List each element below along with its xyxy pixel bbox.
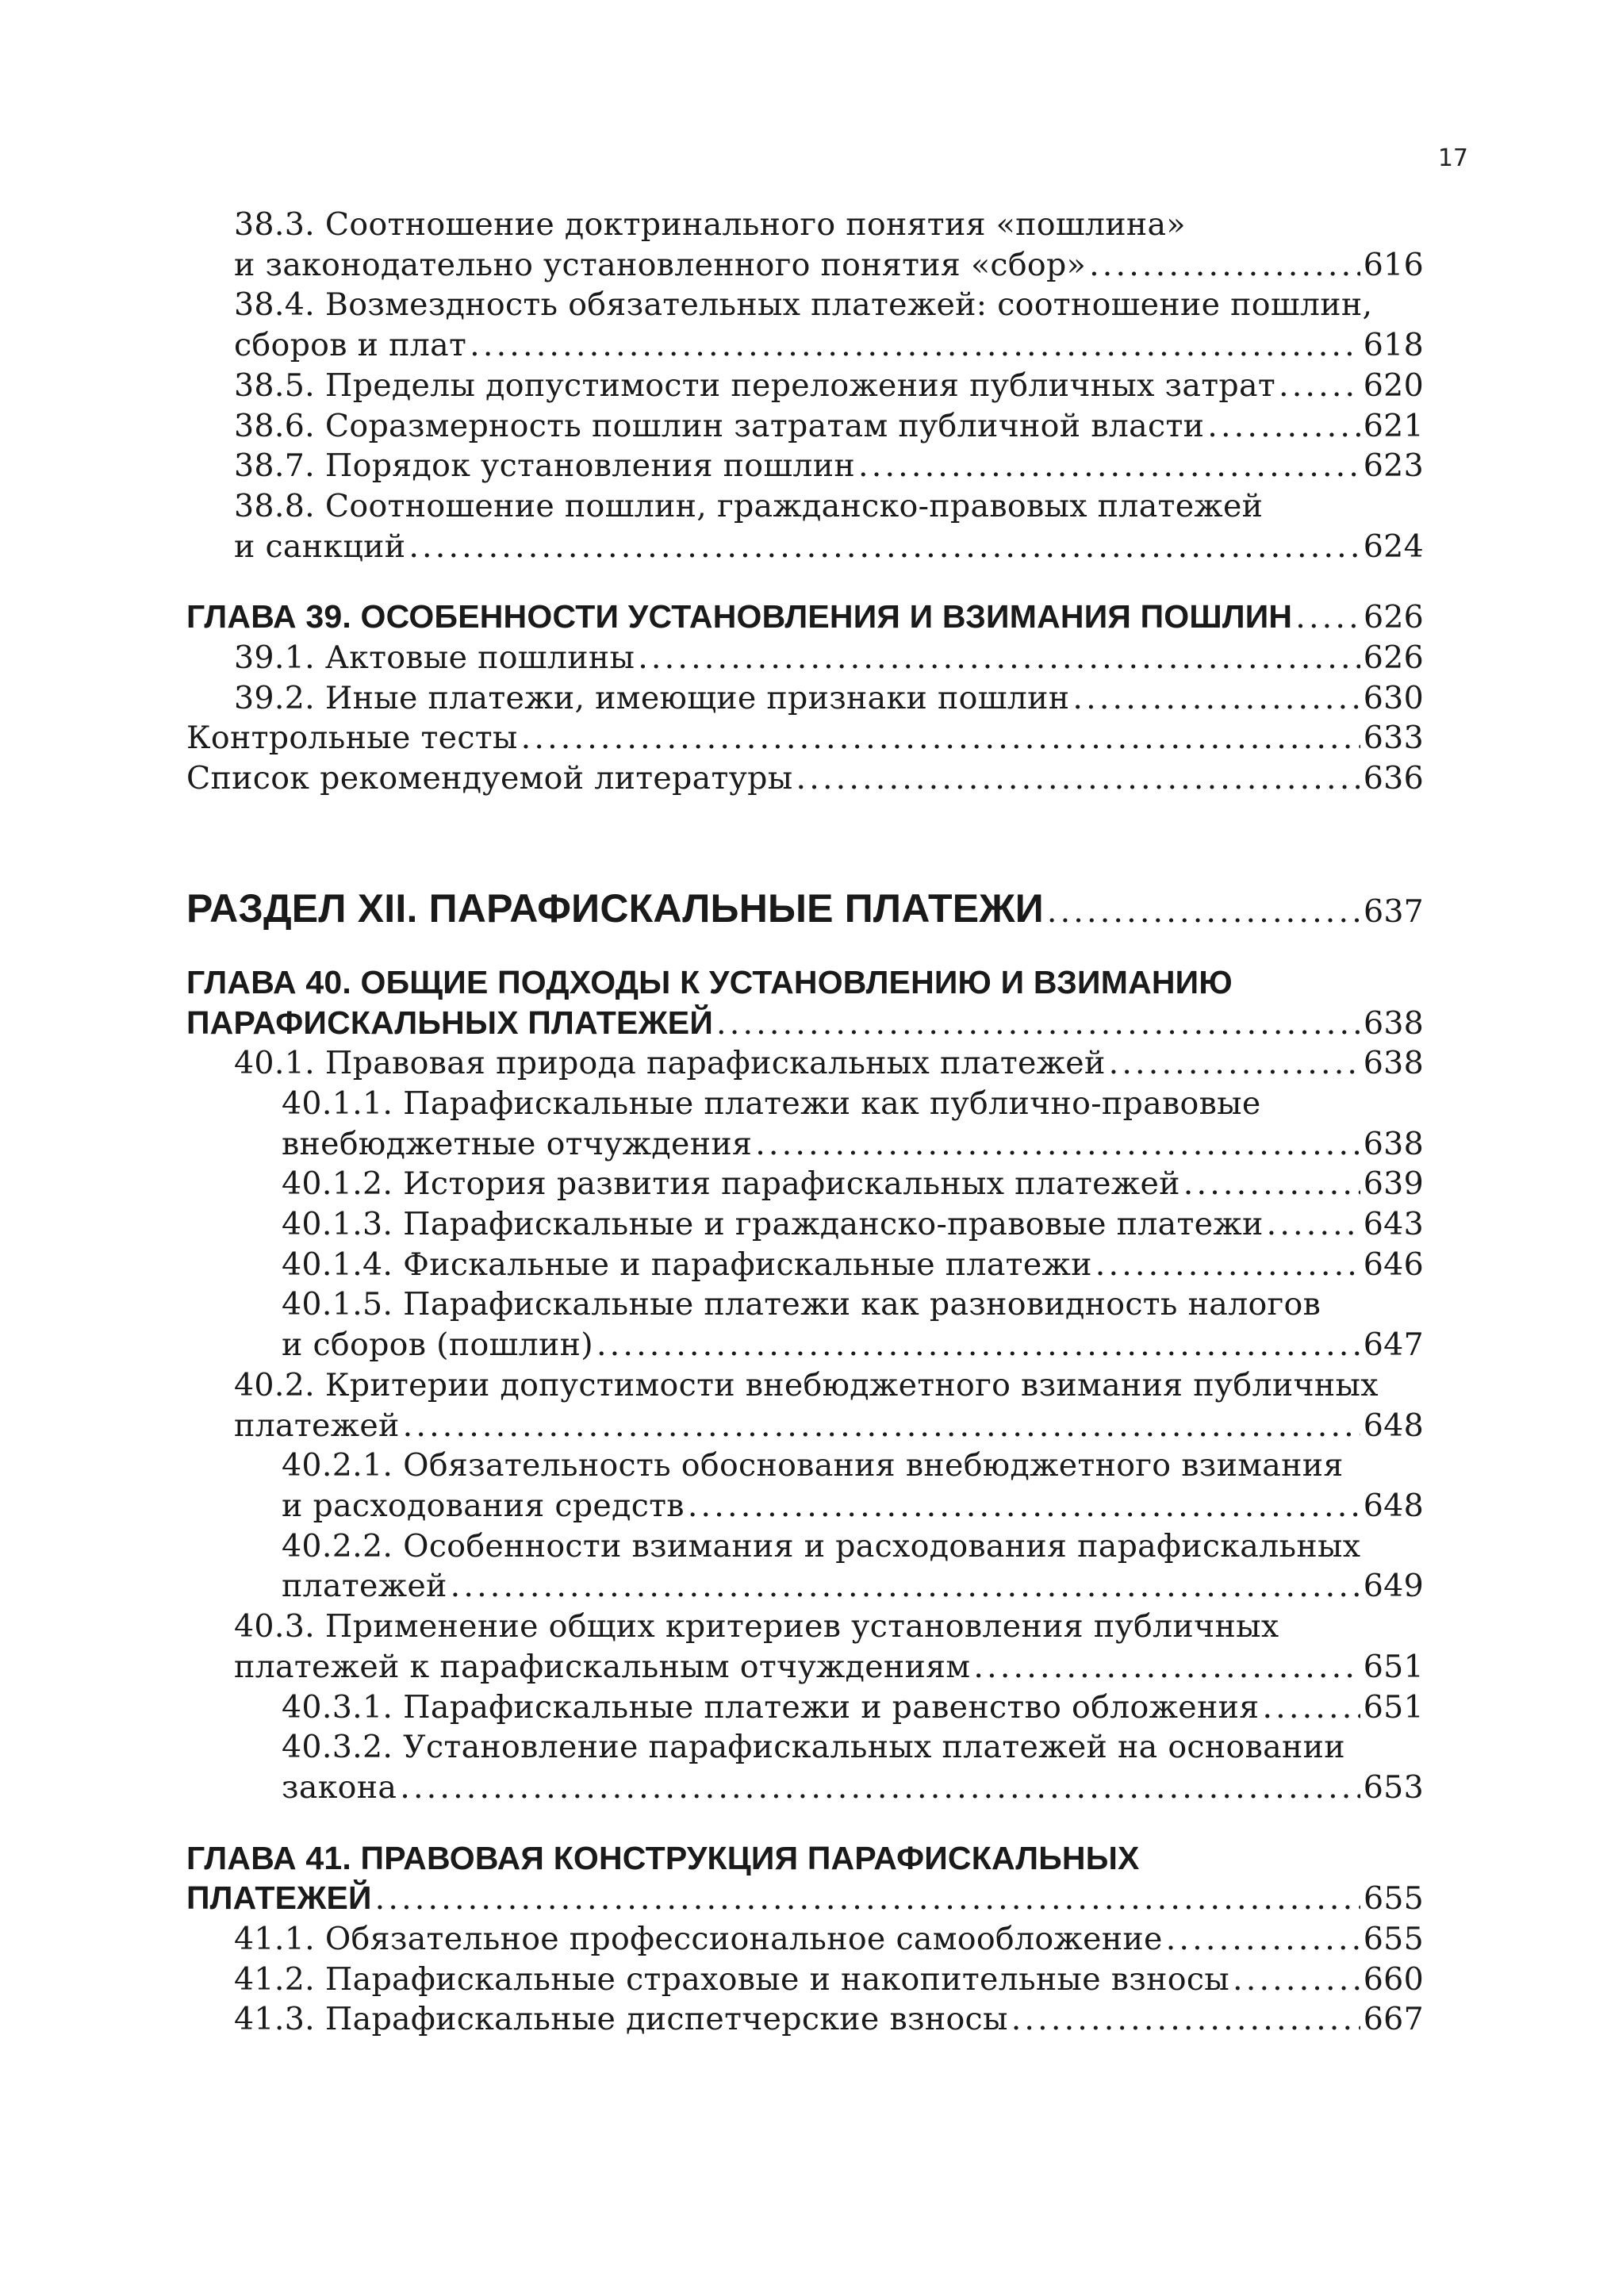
toc-entry-title: 41.3. Парафискальные диспетчерские взносы bbox=[234, 2001, 1008, 2038]
toc-page-number: 648 bbox=[1363, 1407, 1424, 1444]
toc-page-number: 660 bbox=[1363, 1960, 1424, 1998]
toc-entry-title: сборов и плат bbox=[234, 327, 467, 364]
toc-entry[interactable] bbox=[186, 678, 1424, 719]
toc-entry-title: 40.3.1. Парафискальные платежи и равенство обложения bbox=[282, 1688, 1260, 1726]
dot-leader bbox=[1166, 1919, 1360, 1960]
toc-entry-title: и санкций bbox=[234, 528, 406, 565]
dot-leader bbox=[1095, 1245, 1360, 1285]
toc-entry[interactable] bbox=[186, 1084, 1424, 1164]
toc-entry[interactable] bbox=[186, 406, 1424, 447]
dot-leader bbox=[638, 638, 1360, 678]
toc-entry[interactable] bbox=[186, 366, 1424, 406]
toc-spacer bbox=[186, 799, 1424, 885]
dot-leader bbox=[716, 1004, 1360, 1044]
toc-entry[interactable] bbox=[186, 1727, 1424, 1807]
toc-entry[interactable] bbox=[186, 285, 1424, 365]
toc-page-number: 655 bbox=[1363, 1921, 1424, 1958]
dot-leader bbox=[1089, 245, 1360, 286]
toc-page-number: 646 bbox=[1363, 1246, 1424, 1283]
toc-entry-title-line: ГЛАВА 40. ОБЩИЕ ПОДХОДЫ К УСТАНОВЛЕНИЮ И ВЗИМАНИЮ bbox=[186, 963, 1233, 1000]
toc-page-number: 638 bbox=[1363, 1125, 1424, 1162]
dot-leader bbox=[409, 527, 1360, 567]
toc-entry-title: платежей bbox=[282, 1568, 447, 1605]
toc-page-number: 638 bbox=[1364, 1004, 1424, 1042]
toc-entry-title: 38.6. Соразмерность пошлин затратам публичной власти bbox=[234, 407, 1205, 444]
toc-entry[interactable] bbox=[186, 1999, 1424, 2040]
toc-entry-title: 39.1. Актовые пошлины bbox=[234, 639, 635, 677]
dot-leader bbox=[1011, 1999, 1360, 2040]
toc-page-number: 639 bbox=[1363, 1165, 1424, 1203]
toc-entry[interactable] bbox=[186, 1043, 1424, 1084]
toc-page-number: 653 bbox=[1363, 1768, 1424, 1806]
toc-page-number: 651 bbox=[1363, 1648, 1424, 1685]
toc-entry-title: 40.1.4. Фискальные и парафискальные платежи bbox=[282, 1246, 1092, 1283]
toc-entry[interactable] bbox=[186, 1526, 1424, 1607]
toc-entry-title: 41.2. Парафискальные страховые и накопительные взносы bbox=[234, 1960, 1230, 1998]
dot-leader bbox=[1267, 1204, 1360, 1245]
dot-leader bbox=[1183, 1164, 1360, 1204]
toc-entry[interactable] bbox=[186, 1284, 1424, 1365]
toc-entry-title: внебюджетные отчуждения bbox=[282, 1125, 753, 1162]
page-number: 17 bbox=[1437, 144, 1468, 172]
toc-entry[interactable] bbox=[186, 1607, 1424, 1687]
dot-leader bbox=[1047, 888, 1360, 935]
dot-leader bbox=[1279, 366, 1360, 406]
toc-entry[interactable] bbox=[186, 205, 1424, 285]
toc-entry-title: закона bbox=[282, 1768, 397, 1806]
toc-page-number: 620 bbox=[1363, 367, 1424, 404]
toc-entry-title-line: 40.1.5. Парафискальные платежи как разновидность налогов bbox=[282, 1286, 1321, 1323]
toc-entry-title: ПЛАТЕЖЕЙ bbox=[186, 1879, 372, 1917]
dot-leader bbox=[1295, 597, 1360, 638]
toc-spacer bbox=[186, 566, 1424, 597]
toc-entry[interactable] bbox=[186, 486, 1424, 566]
toc-page-number: 630 bbox=[1363, 679, 1424, 716]
toc-chapter-entry[interactable] bbox=[186, 1838, 1424, 1919]
dot-leader bbox=[596, 1325, 1360, 1365]
dot-leader bbox=[400, 1768, 1360, 1808]
toc-entry-title: 38.5. Пределы допустимости переложения публичных затрат bbox=[234, 367, 1275, 404]
toc-entry-title-line: 40.3. Применение общих критериев установления публичных bbox=[234, 1608, 1279, 1645]
toc-chapter-entry[interactable] bbox=[186, 962, 1424, 1043]
toc-entry-title-line: 40.1.1. Парафискальные платежи как публично-правовые bbox=[282, 1085, 1261, 1122]
toc-page-number: 616 bbox=[1363, 246, 1424, 283]
dot-leader bbox=[1262, 1687, 1360, 1728]
dot-leader bbox=[1207, 406, 1360, 447]
toc-page-number: 643 bbox=[1363, 1206, 1424, 1243]
dot-leader bbox=[1109, 1043, 1360, 1084]
toc-entry-title: 39.2. Иные платежи, имеющие признаки пошлин bbox=[234, 679, 1070, 716]
toc-entry[interactable] bbox=[186, 1245, 1424, 1285]
toc-entry-title-line: ГЛАВА 41. ПРАВОВАЯ КОНСТРУКЦИЯ ПАРАФИСКАЛЬНЫХ bbox=[186, 1839, 1140, 1876]
dot-leader bbox=[470, 325, 1360, 366]
toc-entry-title: ПАРАФИСКАЛЬНЫХ ПЛАТЕЖЕЙ bbox=[186, 1004, 714, 1041]
toc-entry-title-line: 38.4. Возмездность обязательных платежей: соотношение пошлин, bbox=[234, 286, 1373, 324]
toc-entry-title-line: 38.3. Соотношение доктринального понятия «пошлина» bbox=[234, 206, 1186, 243]
toc-entry-title: платежей bbox=[234, 1407, 400, 1444]
toc-entry[interactable] bbox=[186, 638, 1424, 678]
toc-entry-title: РАЗДЕЛ XII. ПАРАФИСКАЛЬНЫЕ ПЛАТЕЖИ bbox=[186, 885, 1044, 931]
toc-page-number: 621 bbox=[1363, 407, 1424, 444]
toc-entry[interactable] bbox=[186, 1960, 1424, 2000]
toc-entry-title: платежей к парафискальным отчуждениям bbox=[234, 1648, 971, 1685]
toc-page-number: 624 bbox=[1363, 528, 1424, 565]
toc-entry-title: и законодательно установленного понятия «сбор» bbox=[234, 246, 1087, 283]
toc-page-number: 633 bbox=[1363, 720, 1424, 757]
toc-entry-title: 41.1. Обязательное профессиональное самообложение bbox=[234, 1921, 1163, 1958]
toc-spacer bbox=[186, 1808, 1424, 1838]
toc-entry[interactable] bbox=[186, 446, 1424, 486]
toc-entry[interactable] bbox=[186, 1164, 1424, 1204]
toc-entry[interactable] bbox=[186, 1687, 1424, 1728]
toc-page-number: 651 bbox=[1363, 1688, 1424, 1726]
toc-entry-title: и сборов (пошлин) bbox=[282, 1327, 593, 1364]
dot-leader bbox=[1072, 678, 1360, 719]
dot-leader bbox=[403, 1406, 1360, 1446]
toc-page-number: 667 bbox=[1363, 2001, 1424, 2038]
toc-section-entry[interactable] bbox=[186, 885, 1424, 935]
toc-entry-title-line: 40.2. Критерии допустимости внебюджетного взимания публичных bbox=[234, 1366, 1379, 1403]
toc-entry[interactable] bbox=[186, 718, 1424, 758]
toc-page-number: 638 bbox=[1363, 1045, 1424, 1082]
toc-entry-title-line: 40.2.1. Обязательность обоснования внебюджетного взимания bbox=[282, 1447, 1344, 1484]
toc-page-number: 655 bbox=[1364, 1880, 1424, 1918]
dot-leader bbox=[521, 718, 1360, 758]
toc-entry[interactable] bbox=[186, 1365, 1424, 1446]
toc-entry-title-line: 40.3.2. Установление парафискальных платежей на основании bbox=[282, 1729, 1345, 1766]
toc-entry-title: 40.1. Правовая природа парафискальных платежей bbox=[234, 1045, 1106, 1082]
toc-entry[interactable] bbox=[186, 1204, 1424, 1245]
toc-page-number: 626 bbox=[1363, 639, 1424, 677]
toc-entry-title: 40.1.2. История развития парафискальных платежей bbox=[282, 1165, 1180, 1203]
toc-page-number: 618 bbox=[1363, 327, 1424, 364]
toc-entry-title-line: 38.8. Соотношение пошлин, гражданско-правовых платежей bbox=[234, 487, 1264, 524]
toc-entry-title: 40.1.3. Парафискальные и гражданско-правовые платежи bbox=[282, 1206, 1264, 1243]
toc-entry-title-line: 40.2.2. Особенности взимания и расходования парафискальных bbox=[282, 1527, 1361, 1565]
table-of-contents bbox=[186, 205, 1424, 2040]
dot-leader bbox=[451, 1566, 1360, 1607]
toc-entry-title: и расходования средств bbox=[282, 1487, 685, 1524]
toc-page-number: 649 bbox=[1363, 1568, 1424, 1605]
toc-page-number: 648 bbox=[1363, 1487, 1424, 1524]
toc-entry[interactable] bbox=[186, 758, 1424, 799]
dot-leader bbox=[755, 1124, 1360, 1165]
toc-page-number: 647 bbox=[1363, 1327, 1424, 1364]
toc-page-number: 637 bbox=[1364, 893, 1424, 930]
dot-leader bbox=[375, 1879, 1360, 1919]
dot-leader bbox=[688, 1486, 1360, 1526]
toc-entry[interactable] bbox=[186, 1446, 1424, 1526]
dot-leader bbox=[1233, 1960, 1360, 2000]
toc-page-number: 636 bbox=[1363, 760, 1424, 797]
toc-entry[interactable] bbox=[186, 1919, 1424, 1960]
toc-entry-title: Контрольные тесты bbox=[186, 720, 518, 757]
dot-leader bbox=[796, 758, 1360, 799]
toc-page-number: 623 bbox=[1363, 447, 1424, 485]
toc-entry-title: ГЛАВА 39. ОСОБЕННОСТИ УСТАНОВЛЕНИЯ И ВЗИМАНИЯ ПОШЛИН bbox=[186, 598, 1293, 635]
toc-page-number: 626 bbox=[1364, 599, 1424, 636]
toc-entry-title: Список рекомендуемой литературы bbox=[186, 760, 793, 797]
toc-chapter-entry[interactable] bbox=[186, 597, 1424, 638]
dot-leader bbox=[973, 1647, 1360, 1687]
toc-entry-title: 38.7. Порядок установления пошлин bbox=[234, 447, 856, 485]
dot-leader bbox=[858, 446, 1360, 486]
toc-spacer bbox=[186, 935, 1424, 962]
